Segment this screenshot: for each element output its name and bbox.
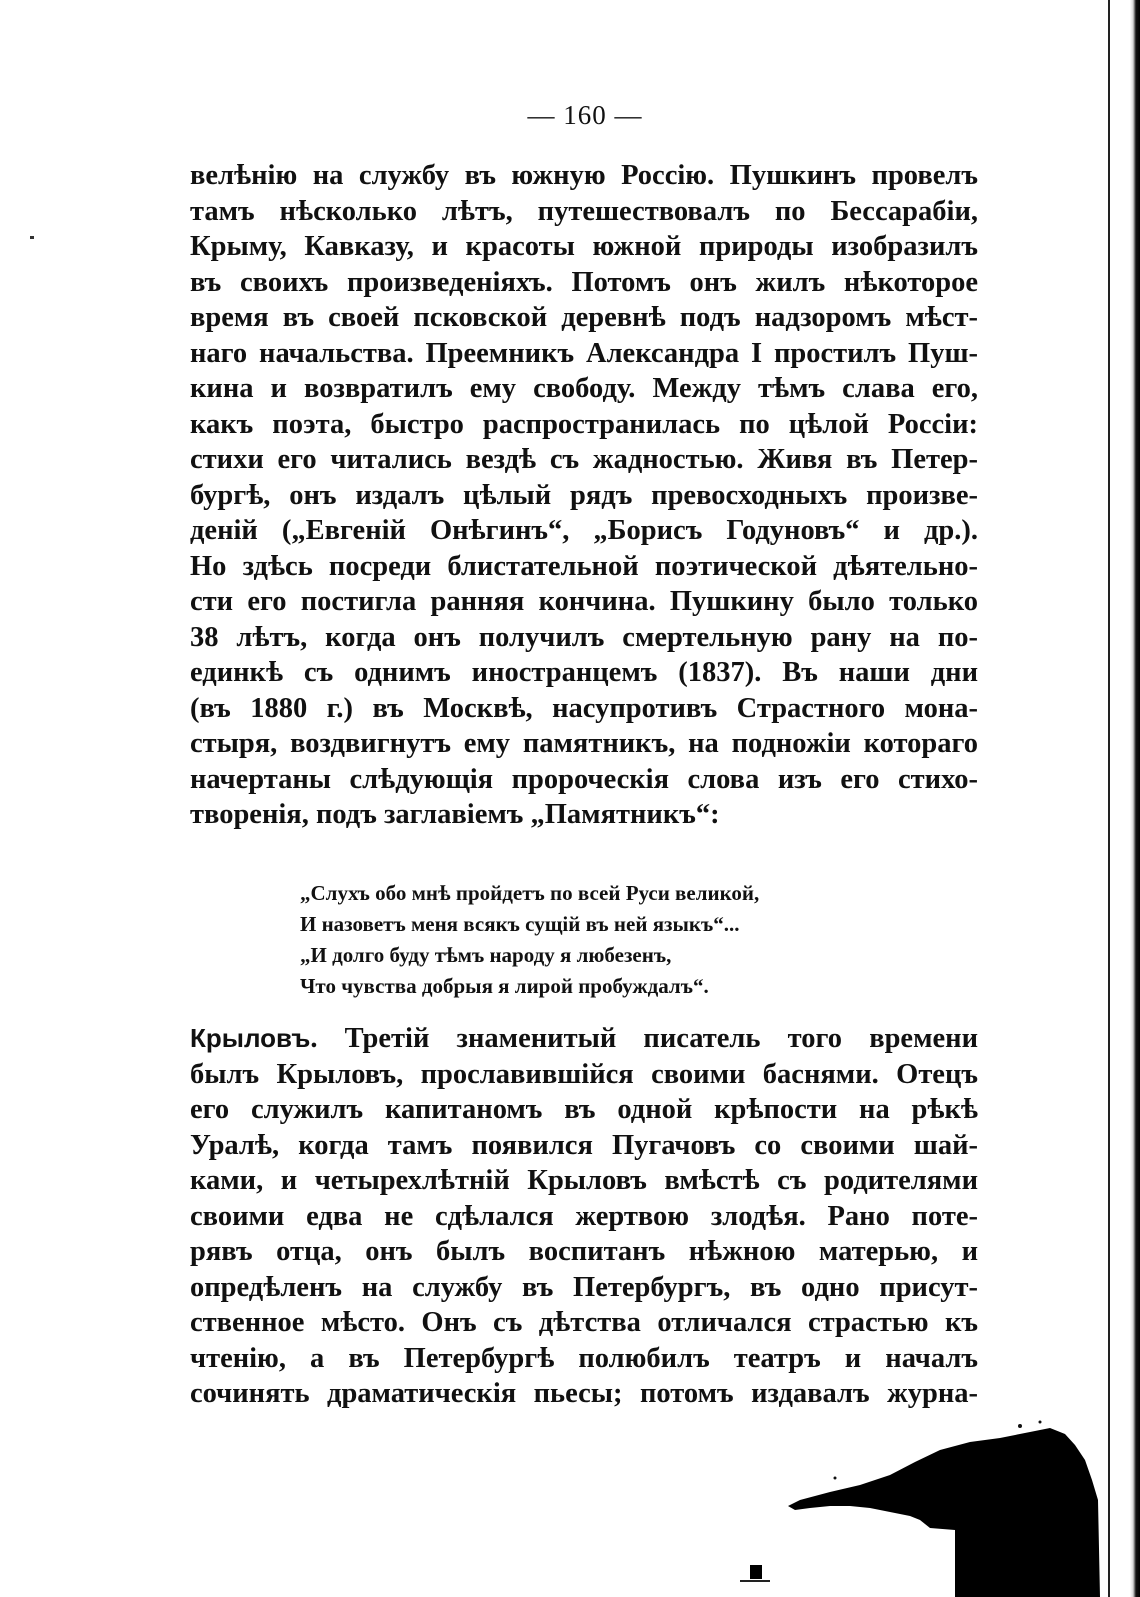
- paragraph-pushkin: [190, 158, 978, 833]
- paragraph-line: какъ поэта, быстро распространилась по цѣлой Россіи:: [190, 408, 978, 440]
- paragraph-line: начертаны слѣдующія пророческія слова изъ его стихо-: [190, 763, 978, 795]
- poem-line: Что чувства добрыя я лирой пробуждалъ“.: [300, 974, 709, 998]
- page-edge-line: [1108, 0, 1110, 1597]
- page-number: — 160 —: [527, 100, 643, 130]
- ink-blot-dot: [750, 1565, 762, 1579]
- ink-blot-dot: [740, 1580, 770, 1582]
- heading-line-rest: . Третій знаменитый писатель того времени: [310, 1023, 978, 1054]
- ink-blot-shape: [788, 1428, 1100, 1597]
- paragraph-line: бургѣ, онъ издалъ цѣлый рядъ превосходныхъ произве-: [190, 479, 978, 511]
- ink-blot-dot: [1039, 1421, 1042, 1424]
- paragraph-line: единкѣ съ однимъ иностранцемъ (1837). Въ наши дни: [190, 657, 978, 688]
- scan-ink-blot: [740, 1420, 1100, 1597]
- paragraph-line: велѣнію на службу въ южную Россію. Пушкинъ провелъ: [190, 160, 978, 191]
- paragraph-line: тамъ нѣсколько лѣтъ, путешествовалъ по Бессарабіи,: [190, 195, 978, 227]
- paragraph-line: стыря, воздвигнутъ ему памятникъ, на подножіи котораго: [190, 728, 978, 759]
- poem-line: И назоветъ меня всякъ сущій въ ней языкъ“...: [300, 912, 740, 936]
- ink-blot-dot: [834, 1477, 837, 1480]
- poem-line: „Слухъ обо мнѣ пройдетъ по всей Руси великой,: [300, 881, 760, 905]
- paragraph-line: чтенію, а въ Петербургѣ полюбилъ театръ и началъ: [190, 1342, 978, 1374]
- paragraph-line: рявъ отца, онъ былъ воспитанъ нѣжною матерью, и: [190, 1236, 978, 1267]
- paragraph-line: опредѣленъ на службу въ Петербургъ, въ одно присут-: [190, 1271, 978, 1303]
- paragraph-line: (въ 1880 г.) въ Москвѣ, насупротивъ Страстного мона-: [190, 692, 978, 724]
- section-heading-krylov: Крыловъ: [190, 1023, 311, 1053]
- paragraph-line: сочинять драматическія пьесы; потомъ издавалъ журна-: [190, 1378, 978, 1409]
- page-edge-shadow: [1130, 0, 1140, 1597]
- paragraph-line: Но здѣсь посреди блистательной поэтической дѣятельно-: [190, 550, 978, 582]
- paragraph-line: Крыму, Кавказу, и красоты южной природы изобразилъ: [190, 231, 978, 262]
- ink-blot-dot: [1018, 1424, 1022, 1428]
- paragraph-line: его служилъ капитаномъ въ одной крѣпости на рѣкѣ: [190, 1094, 978, 1125]
- paragraph-line: былъ Крыловъ, прославившійся своими баснями. Отецъ: [190, 1058, 978, 1090]
- poem-line: „И долго буду тѣмъ народу я любезенъ,: [300, 943, 672, 967]
- paragraph-line: въ своихъ произведеніяхъ. Потомъ онъ жилъ нѣкоторое: [190, 266, 978, 298]
- paragraph-line: [190, 1021, 978, 1057]
- paragraph-line: стихи его читались вездѣ съ жадностью. Живя въ Петер-: [190, 444, 978, 475]
- paragraph-line: время въ своей псковской деревнѣ подъ надзоромъ мѣст-: [190, 302, 978, 333]
- paragraph-line: кина и возвратилъ ему свободу. Между тѣмъ слава его,: [190, 373, 978, 404]
- paragraph-line: своими едва не сдѣлался жертвою злодѣя. Рано поте-: [190, 1200, 978, 1232]
- paragraph-line: наго начальства. Преемникъ Александра I простилъ Пуш-: [190, 337, 978, 369]
- paragraph-line: Уралѣ, когда тамъ появился Пугачовъ со своими шай-: [190, 1129, 978, 1161]
- paragraph-line: деній („Евгеній Онѣгинъ“, „Борисъ Годуновъ“ и др.).: [190, 515, 978, 546]
- paragraph-line: ственное мѣсто. Онъ съ дѣтства отличался страстью къ: [190, 1307, 978, 1338]
- stray-ink-mark: [30, 236, 34, 239]
- paragraph-krylov: [190, 1021, 978, 1412]
- paragraph-line: 38 лѣтъ, когда онъ получилъ смертельную рану на по-: [190, 621, 978, 653]
- paragraph-line: творенія, подъ заглавіемъ „Памятникъ“:: [190, 799, 720, 830]
- paragraph-line: ками, и четырехлѣтній Крыловъ вмѣстѣ съ родителями: [190, 1165, 978, 1196]
- poem-quote: [300, 878, 900, 1002]
- paragraph-line: сти его постигла ранняя кончина. Пушкину было только: [190, 586, 978, 617]
